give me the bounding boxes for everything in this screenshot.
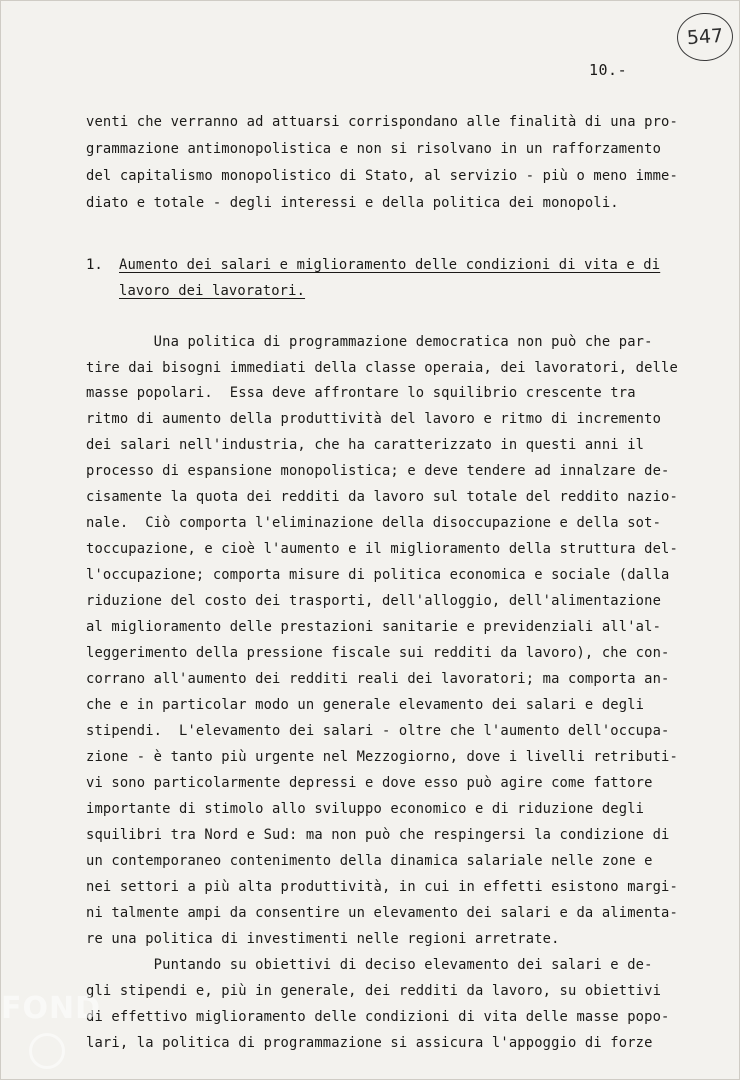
section-title: lavoro dei lavoratori. (119, 283, 306, 299)
text-line: ritmo di aumento della produttività del lavoro e ritmo di incremento (86, 411, 662, 427)
text-line: importante di stimolo allo sviluppo economico e di riduzione degli (86, 801, 645, 817)
text-line: venti che verranno ad attuarsi corrispondano alle finalità di una pro- (86, 114, 678, 130)
text-line: l'occupazione; comporta misure di politica economica e sociale (dalla (86, 567, 670, 583)
text-line: re una politica di investimenti nelle regioni arretrate. (86, 931, 560, 947)
text-line: corrano all'aumento dei redditi reali dei lavoratori; ma comporta an- (86, 671, 670, 687)
text-line: gli stipendi e, più in generale, dei redditi da lavoro, su obiettivi (86, 983, 662, 999)
text-line: Puntando su obiettivi di deciso elevamento dei salari e de- (86, 957, 653, 973)
text-line: stipendi. L'elevamento dei salari - oltre che l'aumento dell'occupa- (86, 723, 670, 739)
text-line: squilibri tra Nord e Sud: ma non può che respingersi la condizione di (86, 827, 670, 843)
text-line: nale. Ciò comporta l'eliminazione della disoccupazione e della sot- (86, 515, 662, 531)
watermark-logo-icon (29, 1033, 65, 1069)
text-line: toccupazione, e cioè l'aumento e il miglioramento della struttura del- (86, 541, 678, 557)
text-line: che e in particolar modo un generale elevamento dei salari e degli (86, 697, 645, 713)
archive-watermark: FOND (1, 991, 102, 1026)
text-line: Una politica di programmazione democratica non può che par- (86, 334, 653, 350)
archive-stamp: 547 (675, 11, 734, 63)
section-number: 1. (86, 257, 103, 273)
text-line: un contemporaneo contenimento della dinamica salariale nelle zone e (86, 853, 653, 869)
text-line: di effettivo miglioramento delle condizioni di vita delle masse popo- (86, 1009, 670, 1025)
text-line: processo di espansione monopolistica; e deve tendere ad innalzare de- (86, 463, 670, 479)
text-line: zione - è tanto più urgente nel Mezzogiorno, dove i livelli retributi- (86, 749, 678, 765)
text-line: lari, la politica di programmazione si assicura l'appoggio di forze (86, 1035, 653, 1051)
text-line: leggerimento della pressione fiscale sui redditi da lavoro), che con- (86, 645, 670, 661)
page-number: 10.- (589, 61, 628, 79)
text-line: cisamente la quota dei redditi da lavoro sul totale del reddito nazio- (86, 489, 678, 505)
text-line: nei settori a più alta produttività, in cui in effetti esistono margi- (86, 879, 678, 895)
text-line: vi sono particolarmente depressi e dove esso può agire come fattore (86, 775, 653, 791)
text-line: del capitalismo monopolistico di Stato, al servizio - più o meno imme- (86, 168, 678, 184)
text-line: riduzione del costo dei trasporti, dell'alloggio, dell'alimentazione (86, 593, 662, 609)
text-line: tire dai bisogni immediati della classe operaia, dei lavoratori, delle (86, 360, 678, 376)
text-line: masse popolari. Essa deve affrontare lo squilibrio crescente tra (86, 385, 636, 401)
text-line: ni talmente ampi da consentire un elevamento dei salari e da alimenta- (86, 905, 678, 921)
text-line: dei salari nell'industria, che ha caratterizzato in questi anni il (86, 437, 645, 453)
section-title: Aumento dei salari e miglioramento delle condizioni di vita e di (119, 257, 661, 273)
text-line: diato e totale - degli interessi e della politica dei monopoli. (86, 195, 619, 211)
text-line: grammazione antimonopolistica e non si risolvano in un rafforzamento (86, 141, 662, 157)
text-line: al miglioramento delle prestazioni sanitarie e previdenziali all'al- (86, 619, 662, 635)
